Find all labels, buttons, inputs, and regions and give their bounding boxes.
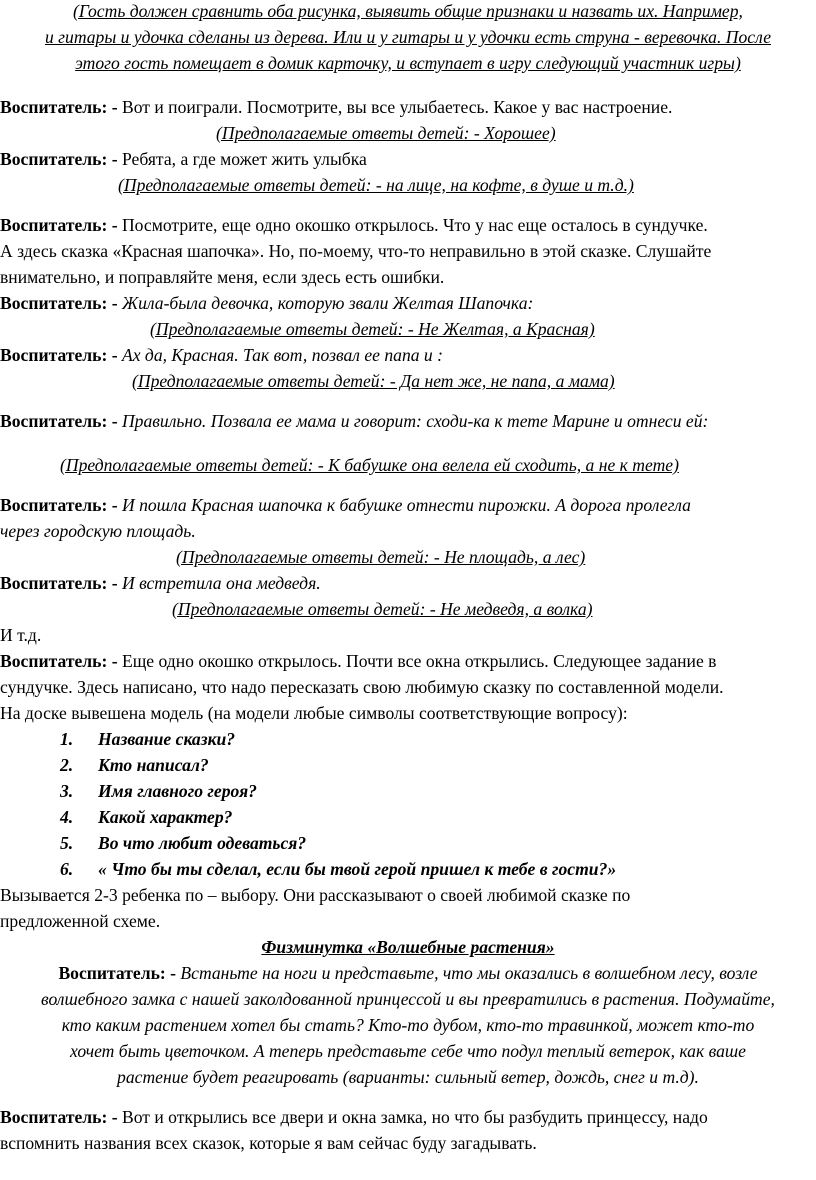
speaker-text: Вот и поиграли. Посмотрите, вы все улыбаетесь. Какое у вас настроение. — [121, 97, 673, 117]
paragraph-line: На доске вывешена модель (на модели любые символы соответствующие вопросу): — [0, 703, 628, 723]
paragraph — [0, 408, 708, 434]
paragraph-line: через городскую площадь. — [0, 521, 196, 541]
speaker-text: И встретила она медведя. — [121, 573, 321, 593]
paragraph — [0, 342, 443, 368]
paragraph-line: волшебного замка с нашей заколдованной принцессой и вы превратились в растения. Подумайте, — [41, 989, 775, 1009]
expected-answer: (Предполагаемые ответы детей: - Не площадь, а лес) — [176, 547, 586, 567]
section-title: Физминутка «Волшебные растения» — [261, 937, 555, 957]
expected-answer: (Предполагаемые ответы детей: - К бабушке она велела ей сходить, а не к тете) — [60, 455, 679, 475]
paragraph-line: сундучке. Здесь написано, что надо пересказать свою любимую сказку по составленной модели. — [0, 677, 724, 697]
paragraph — [0, 648, 717, 674]
paragraph — [0, 960, 816, 986]
expected-answer: (Предполагаемые ответы детей: - на лице, на кофте, в душе и т.д.) — [118, 175, 634, 195]
speaker-label: Воспитатель: - — [0, 411, 122, 431]
speaker-text: Жила-была девочка, которую звали Желтая Шапочка: — [121, 293, 534, 313]
speaker-text: Ребята, а где может жить улыбка — [121, 149, 367, 169]
speaker-label: Воспитатель: - — [0, 573, 122, 593]
speaker-label: Воспитатель: - — [0, 495, 122, 515]
paragraph — [0, 146, 367, 172]
paragraph-line: предложенной схеме. — [0, 911, 161, 931]
paragraph — [0, 212, 708, 238]
speaker-label: Воспитатель: - — [0, 1107, 122, 1127]
paragraph-line: вспомнить названия всех сказок, которые я вам сейчас буду загадывать. — [0, 1133, 537, 1153]
speaker-text: Ах да, Красная. Так вот, позвал ее папа и : — [121, 345, 443, 365]
paragraph — [0, 492, 691, 518]
speaker-label: Воспитатель: - — [0, 651, 122, 671]
speaker-label: Воспитатель: - — [0, 293, 122, 313]
paragraph-line: растение будет реагировать (варианты: сильный ветер, дождь, снег и т.д). — [117, 1067, 699, 1087]
speaker-text: И пошла Красная шапочка к бабушке отнести пирожки. А дорога пролегла — [121, 495, 691, 515]
speaker-text: Посмотрите, еще одно окошко открылось. Что у нас еще осталось в сундучке. — [121, 215, 708, 235]
paragraph — [0, 290, 533, 316]
expected-answer: (Предполагаемые ответы детей: - Хорошее) — [216, 123, 556, 143]
paragraph-line: внимательно, и поправляйте меня, если здесь есть ошибки. — [0, 267, 445, 287]
expected-answer: (Предполагаемые ответы детей: - Не Желтая, а Красная) — [150, 319, 595, 339]
etc-text: И т.д. — [0, 625, 42, 645]
paragraph — [0, 1104, 708, 1130]
paragraph-line: хочет быть цветочком. А теперь представьте себе что подул теплый ветерок, как ваше — [69, 1041, 746, 1061]
paragraph — [0, 94, 672, 120]
expected-answer: (Предполагаемые ответы детей: - Да нет же, не папа, а мама) — [132, 371, 615, 391]
intro-line-1: (Гость должен сравнить оба рисунка, выявить общие признаки и назвать их. Например, — [73, 1, 743, 21]
expected-answer: (Предполагаемые ответы детей: - Не медведя, а волка) — [172, 599, 593, 619]
speaker-label: Воспитатель: - — [0, 345, 122, 365]
speaker-text: Встаньте на ноги и представьте, что мы оказались в волшебном лесу, возле — [180, 963, 758, 983]
paragraph-line: кто каким растением хотел бы стать? Кто-то дубом, кто-то травинкой, может кто-то — [61, 1015, 755, 1035]
paragraph — [0, 570, 321, 596]
speaker-label: Воспитатель: - — [0, 97, 122, 117]
paragraph-line: Вызывается 2-3 ребенка по – выбору. Они рассказывают о своей любимой сказке по — [0, 885, 631, 905]
intro-line-2: и гитары и удочка сделаны из дерева. Или и у гитары и у удочки есть струна - веревочка. После — [44, 27, 772, 47]
speaker-text: Еще одно окошко открылось. Почти все окна открылись. Следующее задание в — [121, 651, 717, 671]
speaker-text: Правильно. Позвала ее мама и говорит: сходи-ка к тете Марине и отнеси ей: — [121, 411, 709, 431]
speaker-text: Вот и открылись все двери и окна замка, но что бы разбудить принцессу, надо — [121, 1107, 708, 1127]
intro-line-3: этого гость помещает в домик карточку, и вступает в игру следующий участник игры) — [75, 53, 741, 73]
paragraph-line: А здесь сказка «Красная шапочка». Но, по-моему, что-то неправильно в этой сказке. Слушайте — [0, 241, 712, 261]
speaker-label: Воспитатель: - — [58, 963, 181, 983]
speaker-label: Воспитатель: - — [0, 215, 122, 235]
speaker-label: Воспитатель: - — [0, 149, 122, 169]
